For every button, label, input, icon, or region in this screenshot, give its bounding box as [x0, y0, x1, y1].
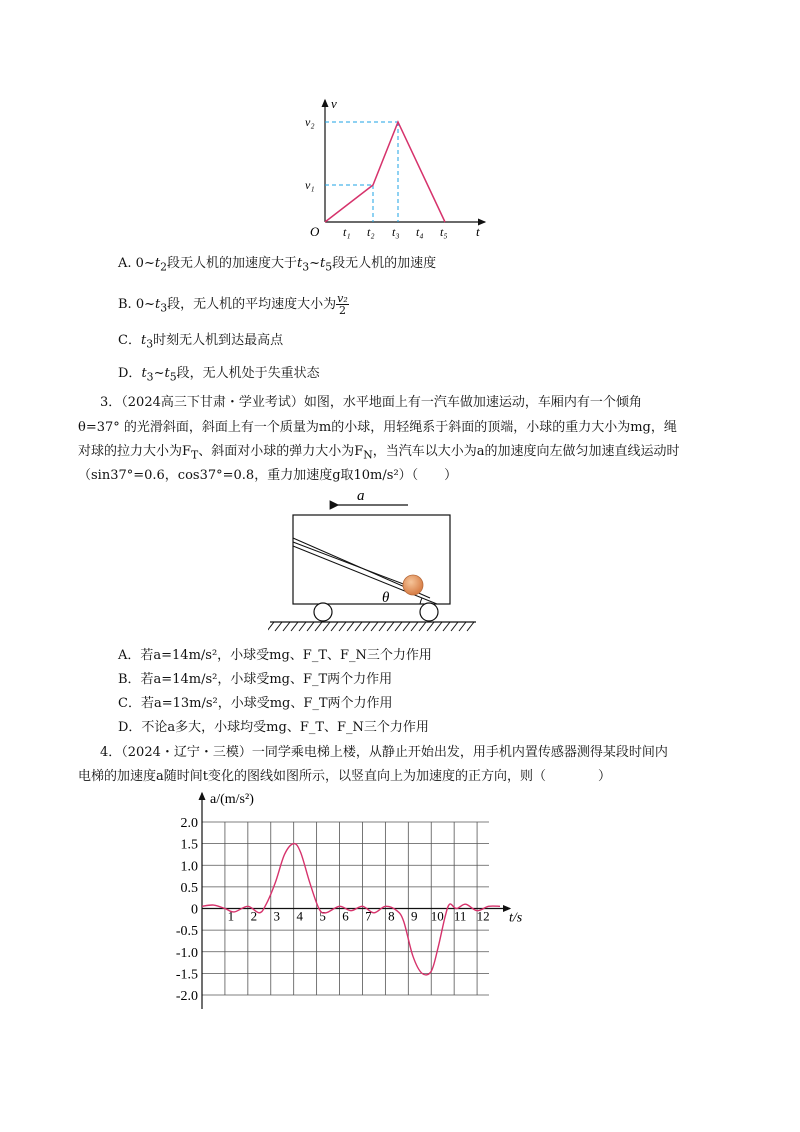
x-tick-label: 6 — [342, 908, 349, 924]
ground-hatch-line — [355, 622, 362, 631]
ground-hatch-line — [307, 622, 314, 631]
q3-option-d[interactable]: D．不论a多大，小球均受mg、F_T、F_N三个力作用 — [118, 720, 429, 735]
x-tick-label: 2 — [250, 908, 258, 924]
acceleration-label: a — [357, 488, 365, 504]
q3-line-4: （sin37°=0.6，cos37°=0.8，重力加速度g取10m/s²）（ ） — [78, 468, 458, 483]
ground-hatch — [268, 622, 474, 631]
x-tick-label: 9 — [411, 908, 418, 924]
ground-hatch-line — [283, 622, 290, 631]
ground-hatch-line — [371, 622, 378, 631]
vt-origin: O — [310, 224, 320, 239]
vt-graph — [300, 95, 500, 240]
q3-option-a[interactable]: A．若a=14m/s²，小球受mg、F_T、F_N三个力作用 — [118, 648, 432, 663]
q3-option-c[interactable]: C．若a=13m/s²，小球受mg、F_T两个力作用 — [118, 696, 393, 711]
q2-option-a[interactable]: A. $0\sim t_2$段无人机的加速度大于$t_3\sim t_5$段无人机的加速度 — [118, 256, 437, 274]
ground-hatch-line — [299, 622, 306, 631]
ground-hatch-line — [331, 622, 338, 631]
ground-hatch-line — [443, 622, 450, 631]
vt-tick-t1: t₁ — [343, 225, 351, 239]
rope — [293, 542, 406, 585]
ground-hatch-line — [403, 622, 410, 631]
ground-hatch-line — [427, 622, 434, 631]
y-tick-label: -2.0 — [175, 989, 198, 1004]
y-tick-label: -1.5 — [175, 967, 198, 983]
y-axis-label: a/(m/s²) — [210, 792, 254, 807]
y-tick-label: 2.0 — [180, 816, 198, 831]
ground-hatch-line — [411, 622, 418, 631]
vt-axis-v-label: v — [331, 96, 337, 111]
angle-label: θ — [382, 590, 390, 606]
x-tick-label: 12 — [476, 908, 490, 924]
vt-tick-t4: t₄ — [416, 225, 424, 239]
vt-tick-v1: v₁ — [305, 178, 315, 192]
wheel-right — [420, 603, 438, 621]
angle-arc — [420, 598, 422, 604]
y-tick-label: 1.5 — [180, 837, 198, 853]
ground-hatch-line — [387, 622, 394, 631]
ball — [403, 575, 423, 595]
q4-line-2: 电梯的加速度a随时间t变化的图线如图所示，以竖直向上为加速度的正方向，则（ ） — [78, 769, 611, 784]
x-tick-label: 3 — [273, 908, 281, 924]
x-tick-label: 7 — [365, 908, 372, 924]
ground-hatch-line — [268, 622, 274, 631]
q3-line-2: θ=37° 的光滑斜面，斜面上有一个质量为m的小球，用轻绳系于斜面的顶端，小球的重力大小为mg，绳 — [78, 420, 677, 435]
vt-tick-t3: t₃ — [392, 225, 400, 239]
ground-hatch-line — [291, 622, 298, 631]
q3-line-3: 对球的拉力大小为$F_T$、斜面对小球的弹力大小为$F_N$，当汽车以大小为a的加速度向左做匀加速直线运动时 — [78, 444, 680, 462]
ground-hatch-line — [323, 622, 330, 631]
vt-tick-t5: t₅ — [440, 225, 448, 239]
ground-hatch-line — [347, 622, 354, 631]
ground-hatch-line — [315, 622, 322, 631]
x-tick-label: 11 — [453, 908, 467, 924]
q3-option-b[interactable]: B．若a=14m/s²，小球受mg、F_T两个力作用 — [118, 672, 393, 687]
ground-hatch-line — [363, 622, 370, 631]
ground-hatch-line — [459, 622, 466, 631]
vt-tick-t2: t₂ — [367, 225, 375, 239]
ground-hatch-line — [467, 622, 474, 631]
fraction-v2-over-2: $\frac{\text{v₂}}{2}$ — [337, 292, 348, 317]
ground-hatch-line — [435, 622, 442, 631]
vt-tick-v2: v₂ — [305, 115, 315, 129]
x-tick-label: 5 — [319, 908, 326, 924]
vt-axis-t-label: t — [476, 224, 480, 239]
q3-line-1: 3．（2024高三下甘肃・学业考试）如图，水平地面上有一汽车做加速运动，车厢内有一个倾角 — [100, 395, 642, 410]
y-tick-label: -0.5 — [175, 924, 198, 940]
x-tick-label: 1 — [227, 908, 235, 924]
x-tick-label: 4 — [296, 908, 303, 924]
q2-option-c[interactable]: C．$t_3$时刻无人机到达最高点 — [118, 333, 284, 351]
cart-figure — [268, 488, 480, 638]
y-tick-label: 1.0 — [180, 859, 198, 875]
ground-hatch-line — [451, 622, 458, 631]
y-tick-label: 0.5 — [180, 880, 198, 896]
x-tick-label: 8 — [388, 908, 395, 924]
ground-hatch-line — [419, 622, 426, 631]
vt-curve — [325, 122, 445, 222]
ground-hatch-line — [339, 622, 346, 631]
ground-hatch-line — [275, 622, 282, 631]
x-axis-label: t/s — [509, 910, 523, 926]
wheel-left — [314, 603, 332, 621]
y-tick-label: -1.0 — [175, 945, 198, 961]
q4-line-1: 4．（2024・辽宁・三模）一同学乘电梯上楼，从静止开始出发，用手机内置传感器测得某段时间内 — [100, 745, 668, 760]
q2-option-b[interactable]: B. $0\sim t_3$段，无人机的平均速度大小为 $\frac{\text{v₂}}{2}$ — [118, 292, 348, 317]
x-tick-label: 10 — [430, 908, 444, 924]
y-tick-label: 0 — [191, 902, 198, 918]
ground-hatch-line — [395, 622, 402, 631]
cart-body — [293, 515, 450, 604]
ground-hatch-line — [379, 622, 386, 631]
acceleration-time-chart — [165, 785, 545, 1015]
q2-option-d[interactable]: D．$t_3\sim t_5$段，无人机处于失重状态 — [118, 366, 320, 384]
